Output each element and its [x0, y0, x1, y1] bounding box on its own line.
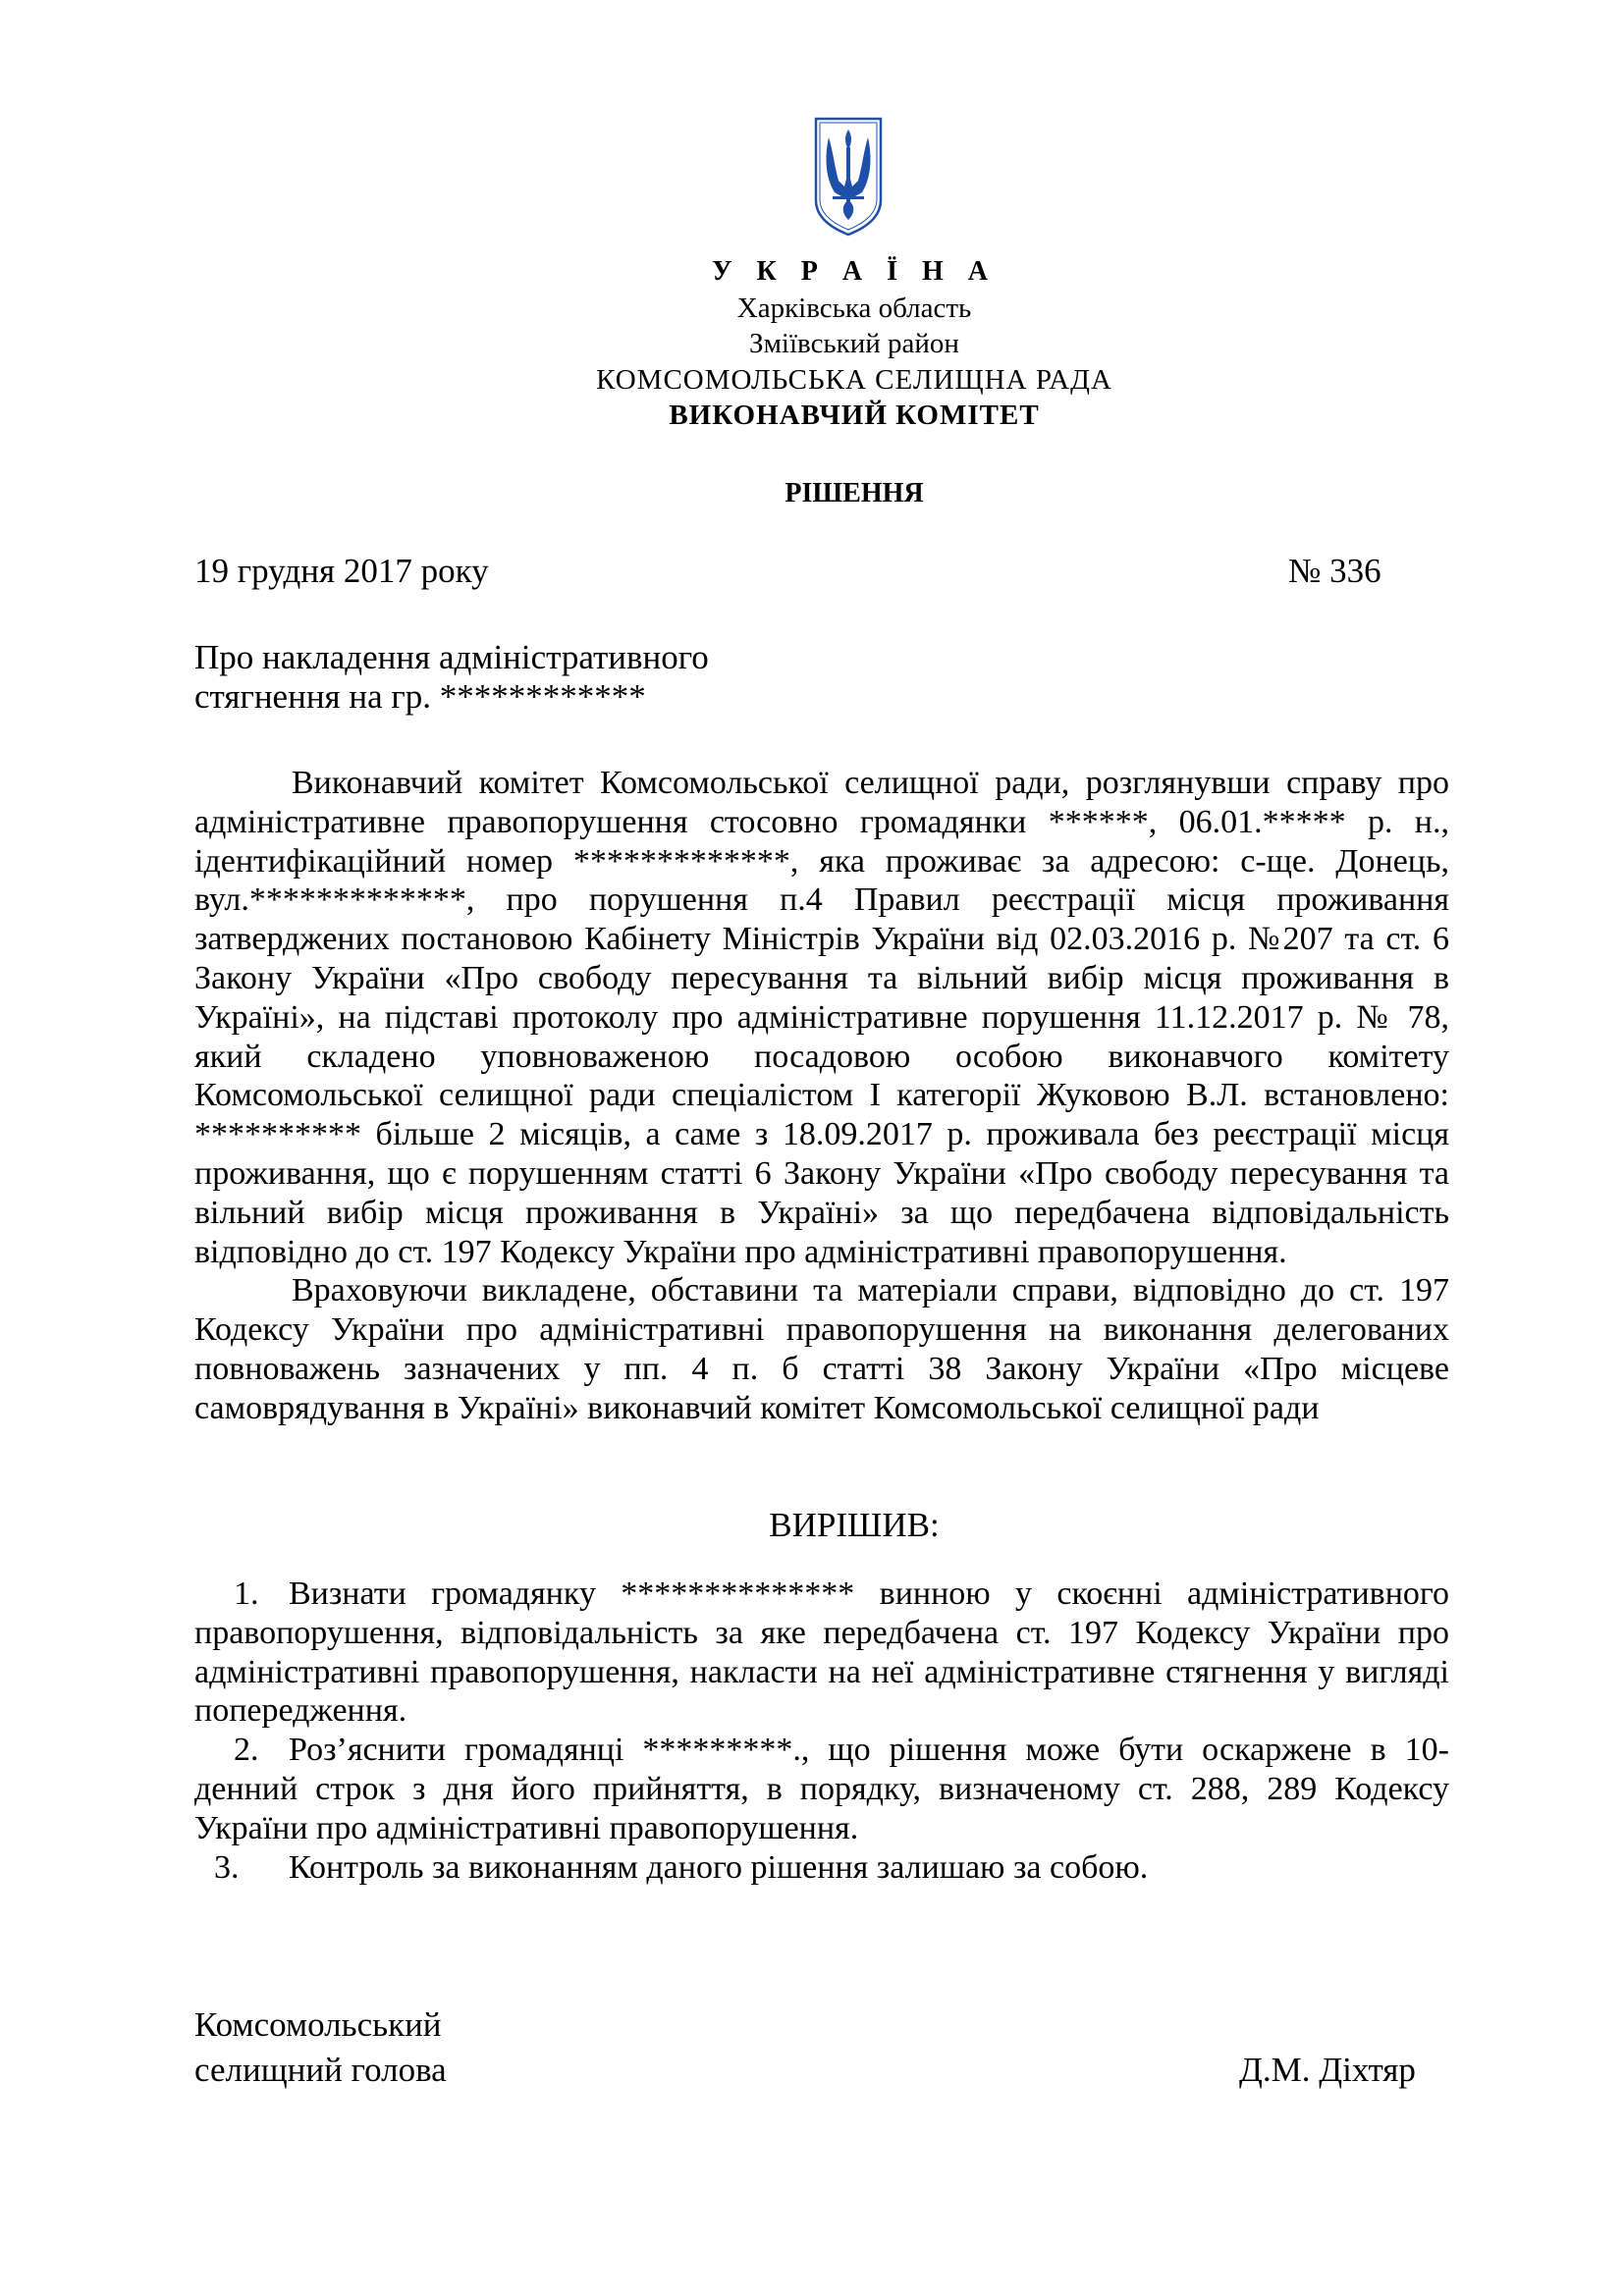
signature-title [194, 2002, 447, 2093]
document-type-heading: РІШЕННЯ [785, 478, 924, 508]
list-item-text: Визнати громадянку ************** винною у скоєнні адміністративного правопорушення, відповідальність за яке передбачена ст. 197 Кодексу України про адміністративні правопорушення, накласти на неї адміністративне стягнення у вигляді попередження. [194, 1575, 1449, 1730]
committee-line: ВИКОНАВЧИЙ КОМІТЕТ [669, 400, 1040, 431]
signature-title-line: Комсомольський [194, 2005, 442, 2044]
list-item [194, 1575, 1449, 1731]
body-paragraph [194, 764, 1449, 1428]
list-item-number: 2. [234, 1732, 259, 1769]
oblast-line: Харківська область [736, 293, 972, 324]
subject-line: Про накладення адміністративного [194, 638, 709, 676]
decision-list [194, 1575, 1449, 1887]
list-item [194, 1848, 1449, 1888]
subject-line: стягнення на гр. ************ [194, 677, 646, 716]
list-item-text: Роз’яснити громадянці *********., що рішення може бути оскаржене в 10-денний строк з дня його прийняття, в порядку, визначеному ст. 288, 289 Кодексу України про адміністративні правопорушення. [194, 1732, 1449, 1846]
list-item [194, 1731, 1449, 1847]
paragraph-text: Виконавчий комітет Комсомольської селищної ради, розглянувши справу про адміністративне правопорушення стосовно громадянки ******, 06.01.***** р. н., ідентифікаційний номер *************, яка проживає за адресою: с-ще. Донець, вул.*************, про порушення п.4 Правил реєстрації місця проживання затверджених постановою Кабінету Міністрів України від 02.03.2016 р. №207 та ст. 6 Закону України «Про свободу пересування та вільний вибір місця проживання в Україні», на підставі протоколу про адміністративне порушення 11.12.2017 р. № 78, який складено уповноваженою посадовою особою виконавчого комітету Комсомольської селищної ради спеціалістом І категорії Жуковою В.Л. встановлено: ********** більше 2 місяців, а саме з 18.09.2017 р. проживала без реєстрації місця проживання, що є порушенням статті 6 Закону України «Про свободу пересування та вільний вибір місця проживання в Україні» за що передбачена відповідальність відповідно до ст. 197 Кодексу України про адміністративні правопорушення. [194, 765, 1449, 1270]
document-subject [194, 638, 709, 717]
signature-title-line: селищний голова [194, 2051, 447, 2089]
document-number: № 336 [1288, 552, 1381, 590]
decision-heading: ВИРІШИВ: [769, 1506, 940, 1544]
country-heading: У К Р А Ї Н А [711, 256, 998, 287]
tryzub-coat-of-arms-icon [813, 116, 884, 238]
paragraph-text: Враховуючи викладене, обставини та матеріали справи, відповідно до ст. 197 Кодексу України про адміністративні правопорушення на виконання делегованих повноважень зазначених у пп. 4 п. б статті 38 Закону України «Про місцеве самоврядування в Україні» виконавчий комітет Комсомольської селищної ради [194, 1272, 1449, 1426]
council-line: КОМСОМОЛЬСЬКА СЕЛИЩНА РАДА [596, 364, 1112, 396]
list-item-number: 3. [214, 1848, 240, 1886]
rayon-line: Зміївський район [749, 328, 959, 359]
list-item-number: 1. [234, 1575, 259, 1612]
list-item-text: Контроль за виконанням даного рішення залишаю за собою. [289, 1848, 1149, 1886]
document-date: 19 грудня 2017 року [194, 552, 489, 590]
signatory-name: Д.М. Діхтяр [1239, 2051, 1416, 2089]
